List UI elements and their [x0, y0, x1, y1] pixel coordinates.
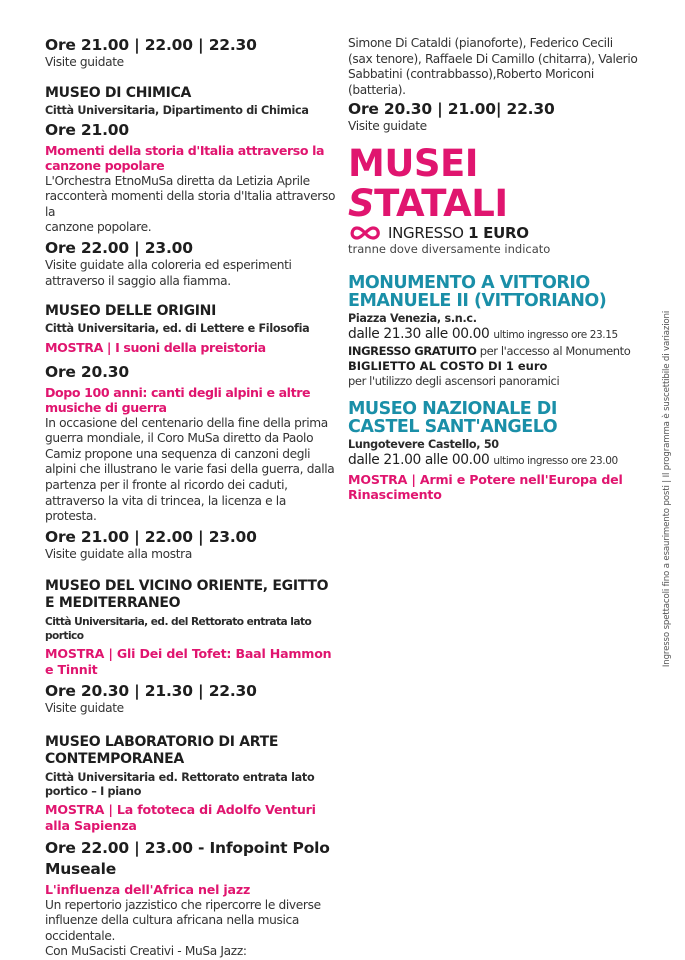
museum-name-line: MUSEO DEL VICINO ORIENTE, EGITTO [45, 578, 329, 595]
event-note [45, 258, 337, 289]
mostra-title-line: alla Sapienza [45, 817, 137, 833]
ingresso-amount: 1 EURO [468, 223, 529, 242]
event-time: Ore 20.30 | 21.00| 22.30 [348, 100, 555, 119]
mostra-title-line: e Tinnit [45, 661, 98, 677]
ingresso-label: INGRESSO [388, 223, 469, 242]
museum-address: Lungotevere Castello, 50 [348, 437, 499, 451]
museum-address: Città Universitaria, ed. del Rettorato entrata lato portico [45, 616, 312, 643]
event-note: Visite guidate alla mostra [45, 546, 192, 561]
museum-name [45, 734, 337, 768]
event-note: Visite guidate [45, 701, 124, 716]
event-time: Ore 20.30 [45, 362, 129, 381]
title-part: MUSEI [348, 141, 479, 185]
left-column [45, 36, 337, 960]
note-line: Visite guidate alla coloreria ed esperimenti [45, 257, 292, 272]
ingresso-price [388, 224, 529, 242]
info-bold: INGRESSO GRATUITO [348, 343, 477, 358]
event-title-line: Dopo 100 anni: canti degli alpini e altre [45, 384, 311, 400]
mostra-title-line: MOSTRA | Gli Dei del Tofet: Baal Hammon [45, 646, 332, 662]
event-title: L'influenza dell'Africa nel jazz [45, 882, 251, 897]
section-museo-arte-contemporanea [45, 734, 337, 960]
last-entry: ultimo ingresso ore 23.15 [493, 328, 618, 341]
event-description [45, 898, 337, 960]
musei-statali-title [348, 141, 638, 225]
desc-line: canzone popolare. [45, 220, 152, 235]
museum-name [348, 400, 638, 436]
event-note: Visite guidate [348, 119, 427, 134]
mostra-title-line: MOSTRA | Armi e Potere nell'Europa del [348, 471, 623, 487]
museum-name-line: E MEDITERRANEO [45, 595, 181, 612]
hours: dalle 21.00 alle 00.00 [348, 451, 490, 468]
musei-statali-header [348, 141, 638, 257]
event-title [45, 385, 337, 416]
mostra-title [348, 472, 638, 503]
address-line: Città Universitaria ed. Rettorato entrata lato [45, 771, 315, 784]
museum-name-line: EMANUELE II (VITTORIANO) [348, 290, 607, 311]
museum-name-line: CASTEL SANT'ANGELO [348, 416, 558, 437]
section-castel-santangelo [348, 400, 638, 503]
desc-line: occidentale. [45, 928, 116, 943]
section-museo-vicino-oriente [45, 578, 337, 717]
section-museo-origini [45, 303, 337, 562]
note-line: attraverso il saggio alla fiamma. [45, 273, 231, 288]
event-title-line: Momenti della storia d'Italia attraverso la [45, 142, 325, 158]
mostra-title [45, 646, 337, 677]
desc-line: Camiz propone una sequenza di canzoni degli [45, 446, 311, 461]
desc-line: Sabbatini (contrabbasso),Roberto Moriconi [348, 67, 594, 82]
desc-line: alpini che illustrano le varie fasi della guerra, dalla [45, 462, 335, 477]
mostra-title-line: Rinascimento [348, 487, 442, 503]
intro-time: Ore 21.00 | 22.00 | 22.30 [45, 36, 257, 54]
opening-hours [348, 452, 638, 470]
museum-name [348, 274, 638, 310]
event-title [45, 143, 337, 174]
mostra-title-line: MOSTRA | La fototeca di Adolfo Venturi [45, 802, 316, 817]
desc-line: (batteria). [348, 82, 406, 97]
event-time [45, 838, 337, 880]
museum-address: Città Universitaria, Dipartimento di Chimica [45, 103, 309, 117]
mostra-title [45, 802, 337, 833]
museum-address: Piazza Venezia, s.n.c. [348, 311, 477, 325]
right-column [348, 36, 638, 503]
event-title-line: canzone popolare [45, 158, 165, 174]
event-time-line: Museale [45, 860, 117, 878]
desc-line: influenze della cultura africana nella musica [45, 913, 300, 928]
desc-line: (sax tenore), Raffaele Di Camillo (chitarra), Valerio [348, 51, 638, 66]
desc-line: partenza per il fronte al ricordo dei caduti, [45, 478, 288, 493]
museum-name [45, 578, 337, 612]
museum-address: Città Universitaria, ed. di Lettere e Filosofia [45, 322, 310, 336]
title-part: TATALI [374, 181, 508, 225]
museum-address [45, 771, 337, 799]
ingresso-row [348, 224, 638, 242]
opening-hours [348, 326, 638, 344]
desc-line: Con MuSacisti Creativi - MuSa Jazz: [45, 944, 247, 959]
last-entry: ultimo ingresso ore 23.00 [493, 454, 618, 467]
museum-name-line: MONUMENTO A VITTORIO [348, 272, 590, 293]
biglietto: BIGLIETTO AL COSTO DI 1 euro [348, 358, 548, 373]
event-description-continued [348, 36, 638, 98]
desc-line: Un repertorio jazzistico che ripercorre le diverse [45, 897, 321, 912]
intro-note: Visite guidate [45, 55, 124, 69]
event-description [45, 416, 337, 525]
event-time: Ore 21.00 | 22.00 | 23.00 [45, 527, 257, 546]
ingresso-note: tranne dove diversamente indicato [348, 241, 551, 256]
desc-line: guerra mondiale, il Coro MuSa diretto da Paolo [45, 431, 314, 446]
desc-line: In occasione del centenario della fine della prima [45, 415, 328, 430]
section-vittoriano [348, 274, 638, 389]
desc-line: racconterà momenti della storia d'Italia attraverso la [45, 189, 336, 219]
event-title-line: musiche di guerra [45, 400, 167, 416]
address-line: portico – I piano [45, 785, 142, 798]
event-description [45, 174, 337, 236]
museum-name: MUSEO DI CHIMICA [45, 84, 192, 101]
ingresso-gratuito [348, 344, 638, 359]
museum-name: MUSEO DELLE ORIGINI [45, 303, 217, 320]
title-part: S [348, 181, 375, 225]
museum-name-line: CONTEMPORANEA [45, 751, 184, 767]
info-text: per l'accesso al Monumento [476, 343, 631, 358]
event-time-line: Ore 22.00 | 23.00 - Infopoint Polo [45, 839, 330, 857]
event-time: Ore 20.30 | 21.30 | 22.30 [45, 682, 257, 701]
mostra-title: MOSTRA | I suoni della preistoria [45, 340, 266, 356]
infinity-icon [348, 225, 382, 241]
desc-line: attraverso la vita di trincea, la licenza e la protesta. [45, 493, 286, 524]
side-note: Ingresso spettacoli fino a esaurimento posti | Il programma è suscettibile di variazioni [662, 310, 672, 668]
hours: dalle 21.30 alle 00.00 [348, 325, 490, 342]
event-time: Ore 21.00 [45, 120, 129, 139]
event-time: Ore 22.00 | 23.00 [45, 238, 193, 257]
museum-name-line: MUSEO NAZIONALE DI [348, 398, 557, 419]
desc-line: L'Orchestra EtnoMuSa diretta da Letizia Aprile [45, 173, 310, 188]
museum-name-line: MUSEO LABORATORIO DI ARTE [45, 734, 279, 750]
section-museo-chimica [45, 85, 337, 290]
ascensori: per l'utilizzo degli ascensori panoramici [348, 373, 560, 388]
desc-line: Simone Di Cataldi (pianoforte), Federico Cecili [348, 36, 613, 50]
